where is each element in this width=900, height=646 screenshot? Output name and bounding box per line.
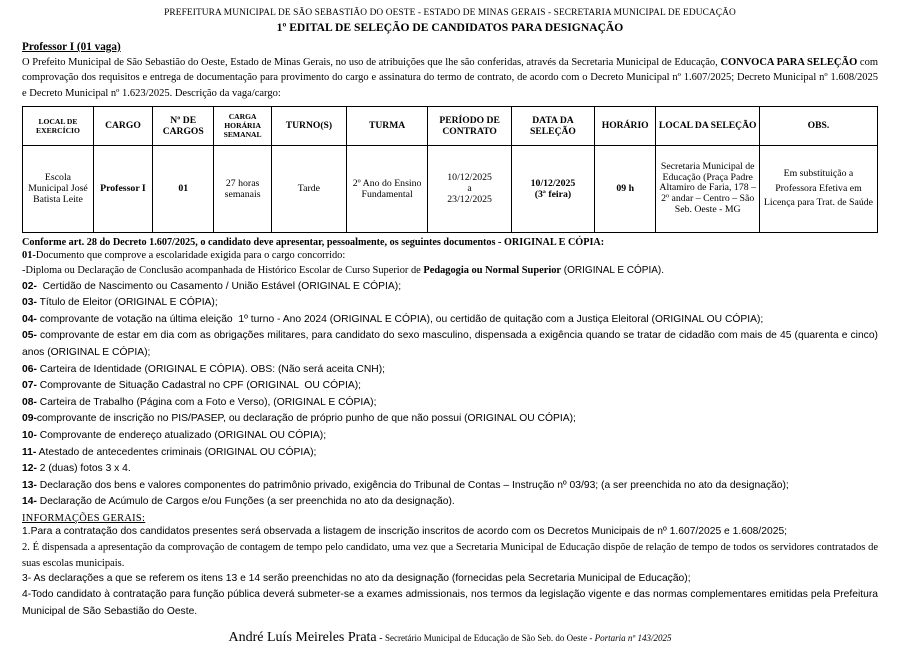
document-item-text: comprovante de votação na última eleição 1º turno - Ano 2024 (ORIGINAL E CÓPIA), ou certidão de quitação com a Justiça Eleitoral (ORIGINAL OU CÓPIA); xyxy=(36,313,764,325)
signature-line xyxy=(22,628,878,646)
col-header-cargo: CARGO xyxy=(93,106,152,145)
periodo-line3: 23/12/2025 xyxy=(447,194,492,206)
document-item-number: 08- xyxy=(22,396,37,408)
general-info-item-2: 2. É dispensada a apresentação da comprovação de contagem de tempo pelo candidato, uma vez que a Secretaria Municipal de Educação dispõe de relação de tempo de todos os servidores contratados de suas escolas municipais. xyxy=(22,542,878,569)
document-item-number: 01- xyxy=(22,249,36,261)
document-item-12 xyxy=(22,461,878,478)
document-item-number: 05- xyxy=(22,330,37,342)
document-item-text: comprovante de estar em dia com as obrigações militares, para candidato do sexo masculino, dispensada a exigência quando se tratar de cidadão com mais de 45 (quarenta e cinco) anos (ORIGINAL E CÓPIA); xyxy=(22,330,881,359)
general-info-item-1: 1.Para a contratação dos candidatos presentes será observada a listagem de inscrição inscritos de acordo com os Decretos Municipais de nº 1.607/2025 e 1.608/2025; xyxy=(22,526,788,538)
col-header-carga-horaria: CARGA HORÁRIA SEMANAL xyxy=(214,106,271,145)
data-selecao-line1: 10/12/2025 xyxy=(530,177,576,189)
document-item-04 xyxy=(22,312,878,329)
document-item-09 xyxy=(22,411,878,428)
table-data-row xyxy=(23,145,878,232)
document-item-07 xyxy=(22,378,878,395)
diploma-pre-text: -Diploma ou Declaração de Conclusão acompanhada de Histórico Escolar de Curso Superior de xyxy=(22,265,424,277)
cell-data-selecao xyxy=(512,145,595,232)
document-item-text: Comprovante de Situação Cadastral no CPF (ORIGINAL OU CÓPIA); xyxy=(36,380,361,392)
vacancy-table xyxy=(22,106,878,233)
document-item-number: 07- xyxy=(22,380,37,392)
col-header-periodo-contrato: PERÍODO DE CONTRATO xyxy=(428,106,512,145)
cell-periodo-contrato xyxy=(428,145,512,232)
document-item-03 xyxy=(22,295,878,312)
signatory-name: André Luís Meireles Prata xyxy=(228,630,377,646)
document-item-text: Declaração de Acúmulo de Cargos e/ou Funções (a ser preenchida no ato da designação). xyxy=(36,496,455,508)
periodo-line2: a xyxy=(467,183,472,195)
cell-n-cargos: 01 xyxy=(152,145,214,232)
document-item-diploma xyxy=(22,263,878,278)
documents-section xyxy=(22,236,881,511)
periodo-line1: 10/12/2025 xyxy=(447,172,492,184)
document-item-11 xyxy=(22,445,878,462)
col-header-turma: TURMA xyxy=(347,106,428,145)
general-info-item-4: 4-Todo candidato à contratação para função pública deverá submeter-se a exames admissionais, nos termos da legislação vigente e das normas complementares emitidas pela Prefeitura Municipal de São Sebastião do Oeste. xyxy=(22,589,878,617)
signature-separator: - xyxy=(376,633,385,645)
document-item-text: Carteira de Trabalho (Página com a Foto e Verso), (ORIGINAL E CÓPIA); xyxy=(36,396,377,408)
document-title: 1º EDITAL DE SELEÇÃO DE CANDIDATOS PARA DESIGNAÇÃO xyxy=(276,21,624,34)
cell-local-exercicio: Escola Municipal José Batista Leite xyxy=(23,145,94,232)
cell-obs: Em substituição a Professora Efetiva em Licença para Trat. de Saúde xyxy=(759,145,877,232)
document-item-text: Comprovante de endereço atualizado (ORIGINAL OU CÓPIA); xyxy=(36,430,327,442)
document-item-text: Atestado de antecedentes criminais (ORIGINAL OU CÓPIA); xyxy=(36,446,317,458)
document-item-number: 11- xyxy=(22,446,37,458)
data-selecao-line2: (3ª feira) xyxy=(534,188,572,200)
col-header-local-exercicio: LOCAL DE EXERCÍCIO xyxy=(23,106,94,145)
document-item-text: Carteira de Identidade (ORIGINAL E CÓPIA). OBS: (Não será aceita CNH); xyxy=(36,363,386,375)
diploma-post-text: (ORIGINAL E CÓPIA). xyxy=(561,265,665,277)
document-item-01 xyxy=(22,248,878,263)
document-item-10 xyxy=(22,428,878,445)
document-item-text: Declaração dos bens e valores componentes do patrimônio privado, exigência do Tribunal de Contas – Instrução nº 03/93; (a ser preenchida no ato da designação); xyxy=(36,479,789,491)
document-item-08 xyxy=(22,395,878,412)
cell-turnos: Tarde xyxy=(271,145,346,232)
document-item-number: 10- xyxy=(22,430,37,442)
general-info-section xyxy=(22,513,878,620)
intro-paragraph xyxy=(22,55,878,101)
cell-local-selecao: Secretaria Municipal de Educação (Praça Padre Altamiro de Faria, 178 – 2º andar – Centro – São Seb. Oeste - MG xyxy=(656,145,759,232)
intro-part1: O Prefeito Municipal de São Sebastião do Oeste, Estado de Minas Gerais, no uso de atribuições que lhe são conferidas, através da Secretaria Municipal de Educação, xyxy=(22,57,721,68)
cell-turma: 2º Ano do Ensino Fundamental xyxy=(347,145,428,232)
document-item-text: comprovante de inscrição no PIS/PASEP, ou declaração de próprio punho de que não possui (ORIGINAL OU CÓPIA); xyxy=(36,413,576,425)
document-item-number: 02- xyxy=(22,280,37,292)
document-item-number: 12- xyxy=(22,463,37,475)
document-item-text: Documento que comprove a escolaridade exigida para o cargo concorrido: xyxy=(35,249,346,261)
document-item-number: 13- xyxy=(22,479,37,491)
document-header-line: PREFEITURA MUNICIPAL DE SÃO SEBASTIÃO DO OESTE - ESTADO DE MINAS GERAIS - SECRETARIA MUNICIPAL DE EDUCAÇÃO xyxy=(164,8,736,18)
col-header-n-cargos: Nº DE CARGOS xyxy=(152,106,214,145)
document-item-number: 04- xyxy=(22,313,37,325)
cell-carga-horaria: 27 horas semanais xyxy=(214,145,271,232)
cell-horario: 09 h xyxy=(594,145,656,232)
document-item-number: 06- xyxy=(22,363,37,375)
document-item-text: Certidão de Nascimento ou Casamento / União Estável (ORIGINAL E CÓPIA); xyxy=(36,280,402,292)
cell-cargo: Professor I xyxy=(93,145,152,232)
document-item-text: Título de Eleitor (ORIGINAL E CÓPIA); xyxy=(36,297,218,309)
col-header-horario: HORÁRIO xyxy=(594,106,656,145)
diploma-bold-text: Pedagogia ou Normal Superior xyxy=(423,265,562,277)
document-item-02 xyxy=(22,279,878,296)
document-item-06 xyxy=(22,362,878,379)
intro-convoca-bold: CONVOCA PARA SELEÇÃO xyxy=(720,57,858,68)
col-header-turnos: TURNO(S) xyxy=(271,106,346,145)
general-info-heading: INFORMAÇÕES GERAIS: xyxy=(22,513,146,525)
document-item-13 xyxy=(22,478,878,495)
document-item-05 xyxy=(22,328,881,361)
document-item-number: 03- xyxy=(22,297,37,309)
col-header-local-selecao: LOCAL DA SELEÇÃO xyxy=(656,106,759,145)
vacancy-heading: Professor I (01 vaga) xyxy=(22,41,121,53)
document-item-number: 14- xyxy=(22,496,37,508)
table-header-row xyxy=(23,106,878,145)
col-header-obs: OBS. xyxy=(759,106,877,145)
document-item-14 xyxy=(22,494,878,511)
signatory-portaria: Portaria nº 143/2025 xyxy=(594,633,672,644)
signatory-role: Secretário Municipal de Educação de São Seb. do Oeste - xyxy=(384,633,595,644)
document-item-number: 09- xyxy=(22,413,37,425)
intro-part3: com comprovação dos requisitos e entrega de documentação para provimento do cargo e assinatura do termo de contrato, de acordo com o Decreto Municipal nº 1.607/2025; Decreto Municipal nº 1.608/2025 e Decreto Municipal nº 1.623/2025. Descrição da vaga/cargo: xyxy=(22,57,878,99)
document-item-text: 2 (duas) fotos 3 x 4. xyxy=(36,463,131,475)
col-header-data-selecao: DATA DA SELEÇÃO xyxy=(512,106,595,145)
general-info-item-3: 3- As declarações a que se referem os itens 13 e 14 serão preenchidas no ato da designação (fornecidas pela Secretaria Municipal de Educação); xyxy=(22,572,691,584)
documents-heading: Conforme art. 28 do Decreto 1.607/2025, o candidato deve apresentar, pessoalmente, os seguintes documentos - ORIGINAL E CÓPIA: xyxy=(22,236,605,248)
